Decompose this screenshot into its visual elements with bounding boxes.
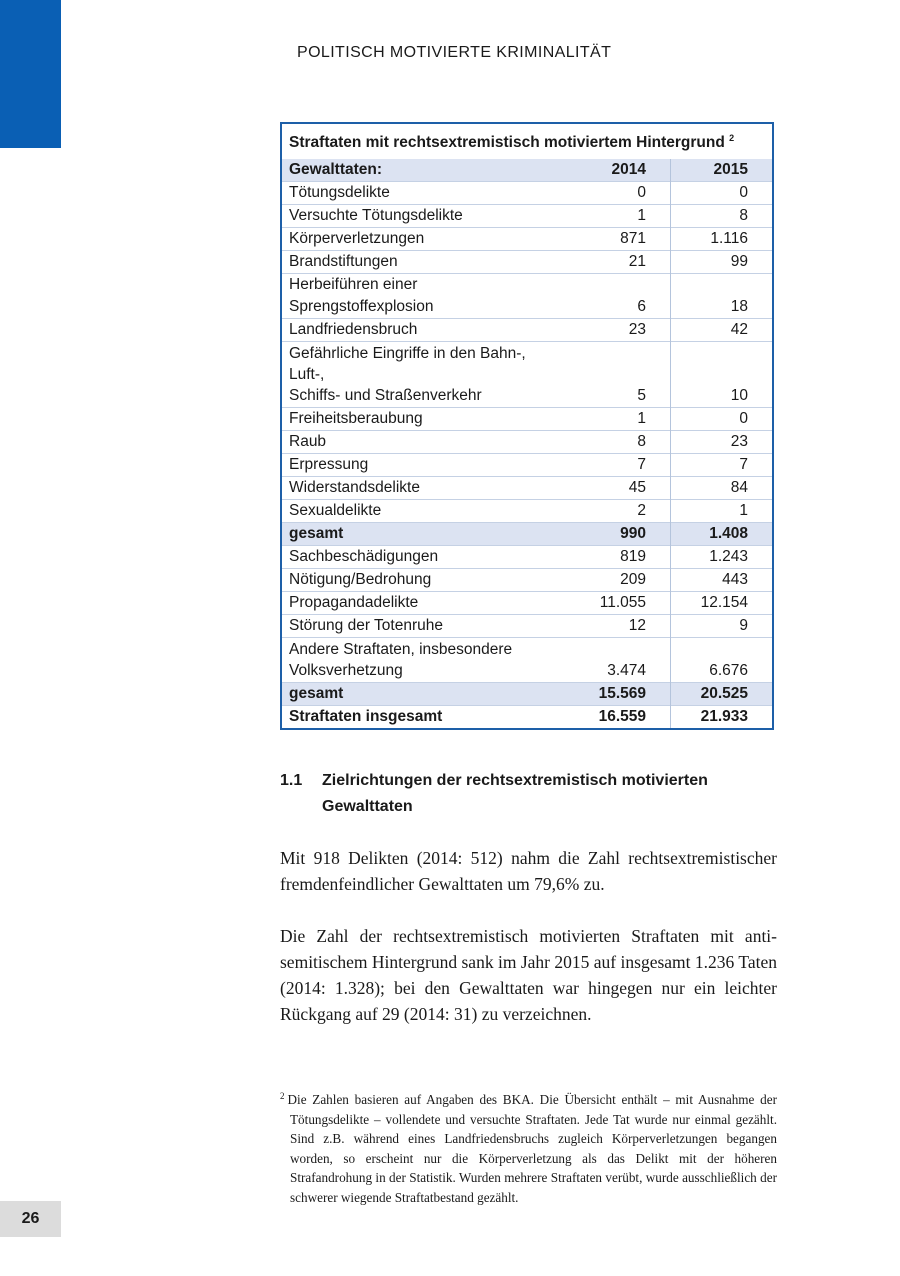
value-2014: 8 <box>637 433 646 450</box>
value-2015: 0 <box>671 408 773 431</box>
row-label: Landfriedensbruch <box>289 321 418 338</box>
value-2014: 16.559 <box>598 708 646 725</box>
table-row <box>282 592 772 615</box>
table-row <box>282 500 772 523</box>
value-2015: 8 <box>671 205 773 228</box>
table-row <box>282 546 772 569</box>
section-number: 1.1 <box>280 772 303 789</box>
header-label: Gewalttaten: <box>282 159 569 182</box>
row-label: Freiheitsberaubung <box>289 410 423 427</box>
row-label: Sexualdelikte <box>289 502 382 519</box>
row-label: Störung der Totenruhe <box>289 617 443 634</box>
subtotal-row <box>282 683 772 706</box>
value-2015: 443 <box>671 569 773 592</box>
row-label: Erpressung <box>289 456 369 473</box>
corner-color-bar <box>0 0 61 148</box>
value-2015: 20.525 <box>671 683 773 706</box>
table-row <box>282 251 772 274</box>
value-2015: 99 <box>671 251 773 274</box>
value-2014: 871 <box>620 230 646 247</box>
value-2015: 18 <box>671 274 773 319</box>
value-2015: 10 <box>671 342 773 408</box>
value-2015: 1.116 <box>671 228 773 251</box>
value-2014: 6 <box>637 298 646 315</box>
row-label: Herbeiführen einer Sprengstoffexplosion <box>289 276 434 315</box>
value-2014: 23 <box>628 321 646 338</box>
value-2014: 1 <box>637 207 646 224</box>
value-2015: 7 <box>671 454 773 477</box>
table-row <box>282 205 772 228</box>
value-2014: 0 <box>637 184 646 201</box>
footnote-mark: 2 <box>280 1090 285 1101</box>
section-heading <box>280 768 770 820</box>
value-2014: 21 <box>628 253 646 270</box>
value-2014: 209 <box>620 571 646 588</box>
value-2014: 12 <box>628 617 646 634</box>
row-label: Widerstandsdelikte <box>289 479 420 496</box>
value-2014: 15.569 <box>569 683 671 706</box>
table-row <box>282 454 772 477</box>
row-label: gesamt <box>282 683 569 706</box>
header-year-2015: 2015 <box>671 159 773 182</box>
value-2014: 2 <box>637 502 646 519</box>
row-label: Gefährliche Eingriffe in den Bahn-, Luft-, Schiffs- und Straßenverkehr <box>289 345 526 404</box>
running-header: POLITISCH MOTIVIERTE KRIMINALITÄT <box>297 44 612 61</box>
row-label: Tötungsdelikte <box>289 184 390 201</box>
row-label: Propagandadelikte <box>289 594 419 611</box>
value-2015: 12.154 <box>671 592 773 615</box>
body-paragraph: Die Zahl der rechtsextremistisch motivierten Straftaten mit antisemitischem Hintergrund sank im Jahr 2015 auf insgesamt 1.236 Taten (2014: 1.328); bei den Gewalttaten war hingegen nur ein leichter Rückgang auf 29 (2014: 31) zu verzeichnen. <box>280 926 777 1024</box>
footnote-text: Die Zahlen basieren auf Angaben des BKA. Die Übersicht enthält – mit Ausnahme der Tötungsdelikte – vollendete und versuchte Straftaten. Jede Tat wurde nur einmal gezählt. Sind z.B. während eines Landfriedensbruchs zugleich Körperverletzungen begangen worden, so erscheint nur die Körperverletzung als das Delikt mit der höheren Strafandrohung in der Statistik. Wurden mehrere Straftaten verübt, wurde ausschließlich der schwerer wiegende Straftatbestand gezählt. <box>287 1092 777 1205</box>
footnote-reference: 2 <box>729 132 735 143</box>
value-2015: 42 <box>671 319 773 342</box>
value-2015: 21.933 <box>671 706 773 729</box>
page-number: 26 <box>0 1201 61 1237</box>
table-row <box>282 182 772 205</box>
value-2014: 819 <box>620 548 646 565</box>
value-2014: 45 <box>628 479 646 496</box>
row-label: Körperverletzungen <box>289 230 425 247</box>
table-row <box>282 615 772 638</box>
statistics-table-box <box>280 122 774 730</box>
table-row <box>282 477 772 500</box>
value-2014: 990 <box>569 523 671 546</box>
row-label: Sachbeschädigungen <box>289 548 439 565</box>
row-label: Brandstiftungen <box>289 253 398 270</box>
table-title: Straftaten mit rechtsextremistisch motiviertem Hintergrund $^2$ <box>289 132 735 151</box>
header-year-2014: 2014 <box>569 159 671 182</box>
table-row <box>282 228 772 251</box>
footnote <box>280 1090 777 1207</box>
row-label: Raub <box>289 433 327 450</box>
table-header-row <box>282 159 772 182</box>
row-label: Nötigung/Bedrohung <box>289 571 432 588</box>
value-2015: 1.243 <box>671 546 773 569</box>
table-row <box>282 431 772 454</box>
table-row <box>282 638 772 683</box>
value-2015: 84 <box>671 477 773 500</box>
body-paragraph: Mit 918 Delikten (2014: 512) nahm die Zahl rechtsextremistischer fremdenfeindlicher Gewalttaten um 79,6% zu. <box>280 848 777 894</box>
value-2014: 7 <box>637 456 646 473</box>
value-2014: 1 <box>637 410 646 427</box>
value-2015: 1 <box>671 500 773 523</box>
value-2014: 5 <box>637 387 646 404</box>
table-row <box>282 569 772 592</box>
value-2014: 11.055 <box>599 594 646 611</box>
table-row <box>282 408 772 431</box>
grand-total-row <box>282 706 772 729</box>
value-2015: 23 <box>671 431 773 454</box>
section-title: Zielrichtungen der rechtsextremistisch motivierten Gewalttaten <box>322 772 708 815</box>
row-label: Straftaten insgesamt <box>289 708 443 725</box>
row-label: Versuchte Tötungsdelikte <box>289 207 463 224</box>
table-row <box>282 274 772 319</box>
value-2014: 3.474 <box>607 662 646 679</box>
value-2015: 6.676 <box>671 638 773 683</box>
value-2015: 0 <box>671 182 773 205</box>
statistics-table <box>282 159 772 728</box>
row-label: Andere Straftaten, insbesondere Volksverhetzung <box>289 641 513 679</box>
table-row <box>282 319 772 342</box>
table-row <box>282 342 772 408</box>
value-2015: 1.408 <box>671 523 773 546</box>
row-label: gesamt <box>282 523 569 546</box>
subtotal-row <box>282 523 772 546</box>
value-2015: 9 <box>671 615 773 638</box>
